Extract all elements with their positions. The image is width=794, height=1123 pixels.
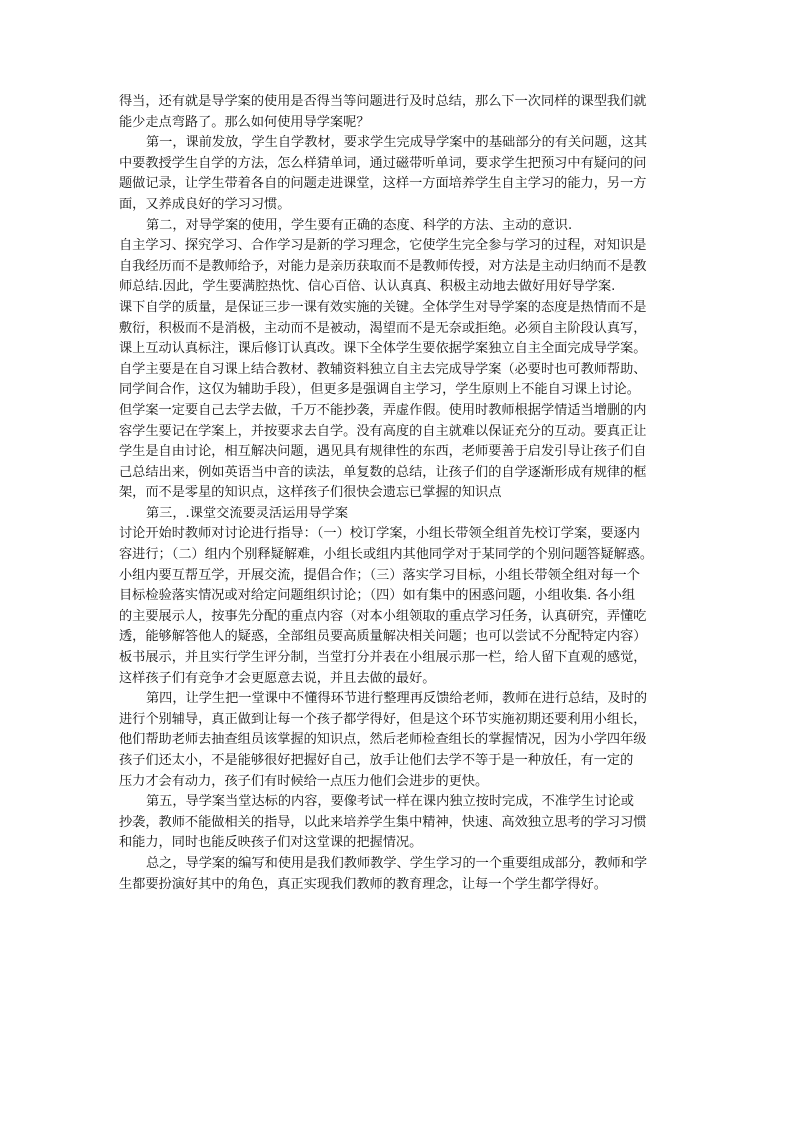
text-line: 第五，导学案当堂达标的内容，要像考试一样在课内独立按时完成，不准学生讨论或 xyxy=(146,794,634,810)
document-page xyxy=(119,92,681,895)
text-line: 生都要扮演好其中的角色，真正实现我们教师的教育理念，让每一个学生都学得好。 xyxy=(119,876,607,892)
text-line: 自我经历而不是教师给予，对能力是亲历获取而不是教师传授，对方法是主动归纳而不是教 xyxy=(119,258,647,274)
text-line: 师总结.因此，学生要满腔热忱、信心百倍、认认真真、积极主动地去做好用好导学案. xyxy=(119,279,616,295)
text-line: 透，能够解答他人的疑惑，全部组员要高质量解决相关问题；也可以尝试不分配特定内容） xyxy=(119,629,647,645)
text-line: 得当，还有就是导学案的使用是否得当等问题进行及时总结，那么下一次同样的课型我们就 xyxy=(119,94,647,109)
text-line: 第四，让学生把一堂课中不懂得环节进行整理再反馈给老师，教师在进行总结，及时的 xyxy=(146,691,648,707)
text-line: 面，又养成良好的学习习惯。 xyxy=(119,196,291,212)
text-line: 题做记录，让学生带着各自的问题走进课堂，这样一方面培养学生自主学习的能力，另一方 xyxy=(119,176,647,192)
text-line: 容进行；（二）组内个别释疑解难，小组长或组内其他同学对于某同学的个别问题答疑解惑。 xyxy=(119,547,654,563)
text-line: 讨论开始时教师对讨论进行指导：（一）校订学案，小组长带领全组首先校订学案，要逐内 xyxy=(119,526,640,542)
text-line: 同学间合作，这仅为辅助手段），但更多是强调自主学习，学生原则上不能自习课上讨论。 xyxy=(119,382,640,398)
text-line: 敷衍，积极而不是消极，主动而不是被动，渴望而不是无奈或拒绝。必须自主阶段认真写， xyxy=(119,320,647,336)
text-line: 第三，.课堂交流要灵活运用导学案 xyxy=(146,505,349,521)
text-line: 架，而不是零星的知识点，这样孩子们很快会遗忘已掌握的知识点 xyxy=(119,485,502,501)
text-line: 己总结出来，例如英语当中音的读法，单复数的总结，让孩子们的自学逐渐形成有规律的框 xyxy=(119,464,647,480)
text-line: 第二，对导学案的使用，学生要有正确的态度、科学的方法、主动的意识. xyxy=(146,217,573,233)
text-line: 但学案一定要自己去学去做，千万不能抄袭，弄虚作假。使用时教师根据学情适当增删的内 xyxy=(119,402,647,418)
text-line: 容学生要记在学案上，并按要求去自学。没有高度的自主就难以保证充分的互动。要真正让 xyxy=(119,423,647,439)
text-line: 学生是自由讨论，相互解决问题，遇见具有规律性的东西，老师要善于启发引导让孩子们自 xyxy=(119,444,647,460)
text-line: 第一，课前发放，学生自学教材，要求学生完成导学案中的基础部分的有关问题，这其 xyxy=(146,135,648,151)
text-line: 中要教授学生自学的方法，怎么样猜单词，通过磁带听单词，要求学生把预习中有疑问的问 xyxy=(119,155,647,171)
text-line: 孩子们还太小，不是能够很好把握好自己，放手让他们去学不等于是一种放任，有一定的 xyxy=(119,753,634,768)
text-line: 进行个别辅导，真正做到让每一个孩子都学得好，但是这个环节实施初期还要利用小组长， xyxy=(119,711,647,727)
text-line: 小组内要互帮互学，开展交流，提倡合作；（三）落实学习目标，小组长带领全组对每一个 xyxy=(119,567,640,583)
text-line: 总之，导学案的编写和使用是我们教师教学、学生学习的一个重要组成部分，教师和学 xyxy=(146,855,648,871)
text-line: 课下自学的质量，是保证三步一课有效实施的关键。全体学生对导学案的态度是热情而不是 xyxy=(119,299,647,315)
text-line: 目标检验落实情况或对给定问题组织讨论；（四）如有集中的困惑问题，小组收集. 各小组 xyxy=(119,588,636,604)
text-line: 他们帮助老师去抽查组员该掌握的知识点，然后老师检查组长的掌握情况，因为小学四年级 xyxy=(119,732,647,748)
text-line: 自学主要是在自习课上结合教材、教辅资料独立自主去完成导学案（必要时也可教师帮助、 xyxy=(119,361,647,377)
text-line: 能少走点弯路了。那么如何使用导学案呢？ xyxy=(119,114,370,130)
text-line: 板书展示，并且实行学生评分制，当堂打分并表在小组展示那一栏，给人留下直观的感觉， xyxy=(119,650,647,666)
text-line: 这样孩子们有竞争才会更愿意去说，并且去做的最好。 xyxy=(119,670,436,686)
text-line: 课上互动认真标注，课后修订认真改。课下全体学生要依据学案独立自主全面完成导学案。 xyxy=(119,341,647,357)
text-line: 的主要展示人，按事先分配的重点内容（对本小组领取的重点学习任务，认真研究，弄懂吃 xyxy=(119,608,647,624)
text-line: 抄袭，教师不能做相关的指导，以此来培养学生集中精神，快速、高效独立思考的学习习惯 xyxy=(119,814,647,830)
text-line: 自主学习、探究学习、合作学习是新的学习理念，它使学生完全参与学习的过程，对知识是 xyxy=(119,238,647,254)
text-line: 压力才会有动力，孩子们有时候给一点压力他们会进步的更快。 xyxy=(119,773,489,789)
text-line: 和能力，同时也能反映孩子们对这堂课的把握情况。 xyxy=(119,835,423,851)
